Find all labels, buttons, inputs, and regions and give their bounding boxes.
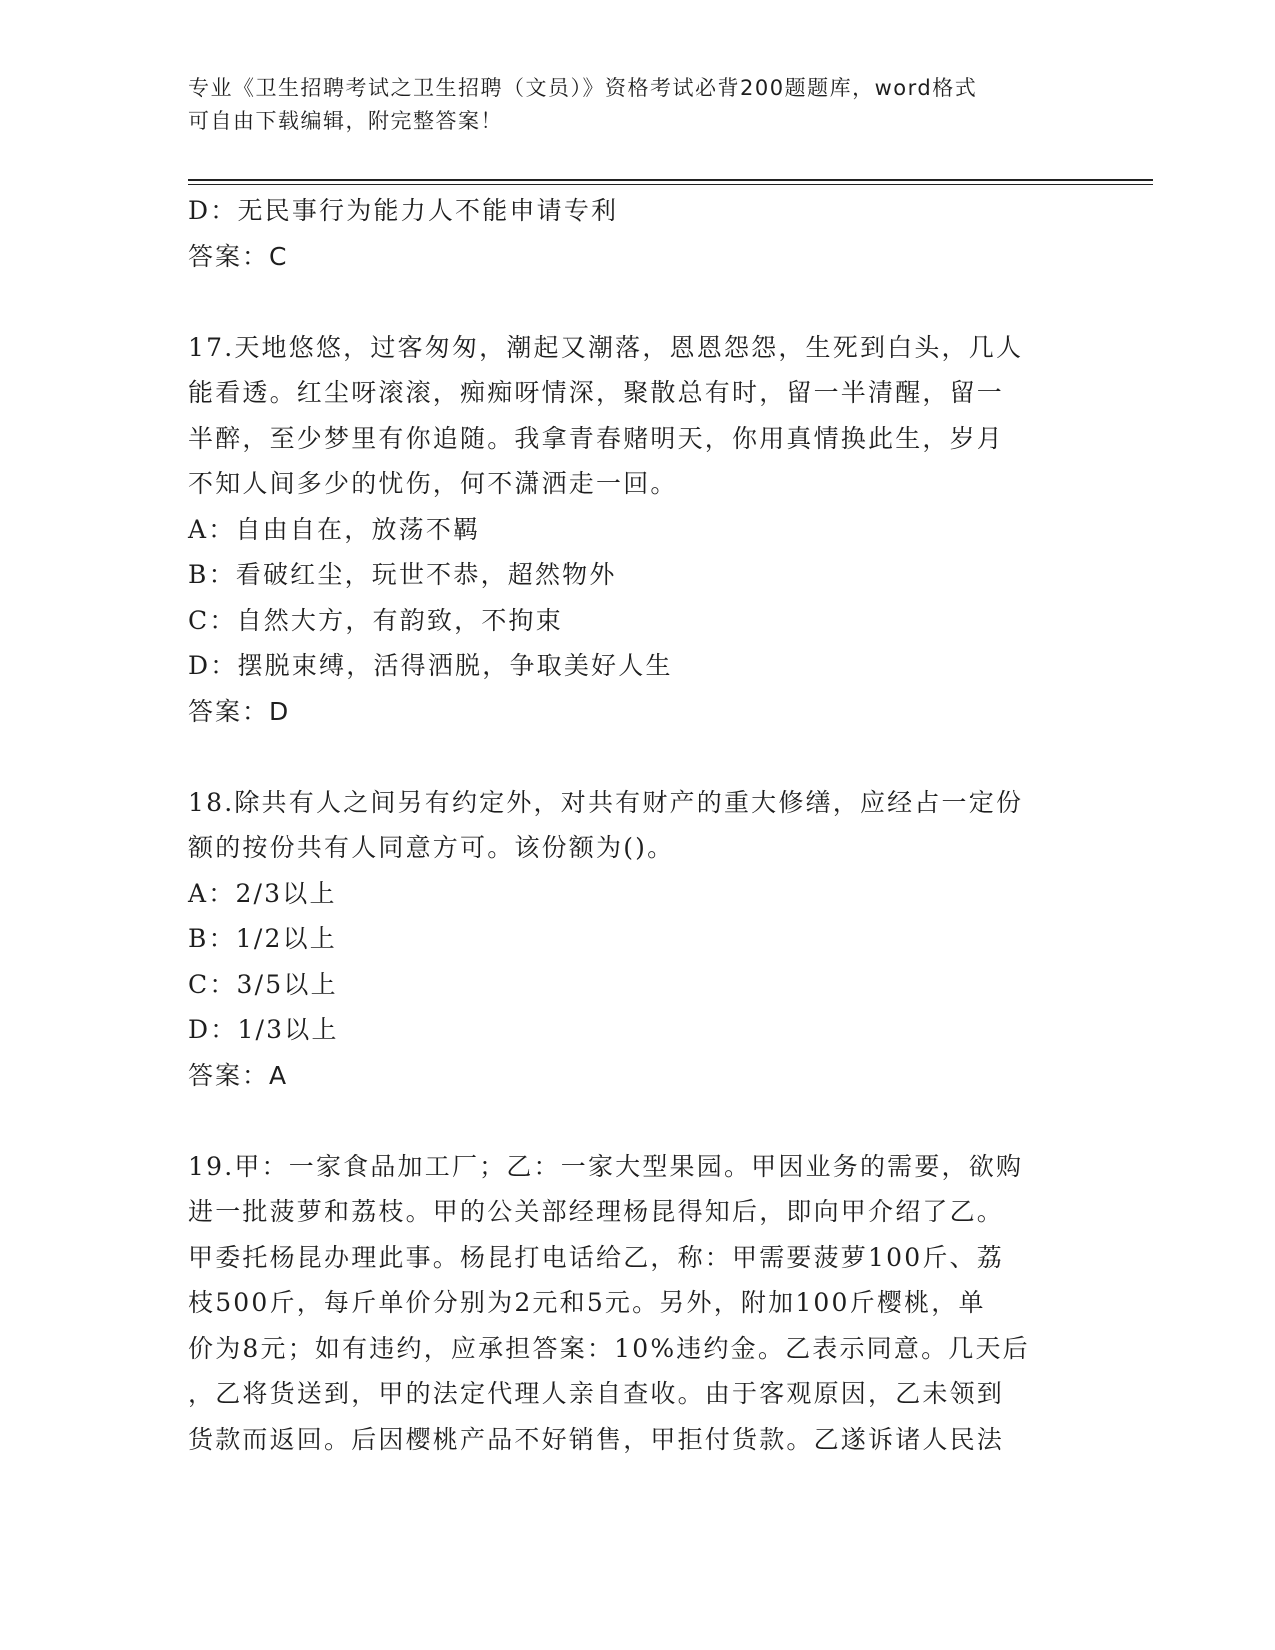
question-17-option-b: B：看破红尘，玩世不恭，超然物外 bbox=[188, 560, 617, 589]
question-17-line-1: 17.天地悠悠，过客匆匆，潮起又潮落，恩恩怨怨，生死到白头，几人 bbox=[188, 332, 1024, 362]
spacer bbox=[188, 279, 1088, 325]
question-18 bbox=[188, 780, 1088, 1099]
header-line-1: 专业《卫生招聘考试之卫生招聘（文员）》资格考试必背200题题库，word格式 bbox=[188, 76, 978, 100]
question-19-line-6: ，乙将货送到，甲的法定代理人亲自查收。由于客观原因，乙未领到 bbox=[188, 1379, 1005, 1408]
document-header bbox=[188, 72, 1078, 138]
question-17-answer: 答案：D bbox=[188, 696, 291, 726]
question-17-option-c: C：自然大方，有韵致，不拘束 bbox=[188, 605, 563, 635]
header-line-2: 可自由下载编辑，附完整答案！ bbox=[188, 109, 503, 133]
question-18-line-1: 18.除共有人之间另有约定外，对共有财产的重大修缮，应经占一定份 bbox=[188, 787, 1024, 817]
question-18-line-2: 额的按份共有人同意方可。该份额为()。 bbox=[188, 833, 675, 862]
prev-answer: 答案：C bbox=[188, 241, 289, 271]
question-17-option-a: A：自由自在，放荡不羁 bbox=[188, 514, 481, 544]
question-19-line-3: 甲委托杨昆办理此事。杨昆打电话给乙，称：甲需要菠萝100斤、荔 bbox=[188, 1242, 1004, 1272]
question-19-line-5: 价为8元；如有违约，应承担答案：10%违约金。乙表示同意。几天后 bbox=[188, 1333, 1030, 1363]
prev-option-d: D：无民事行为能力人不能申请专利 bbox=[188, 196, 619, 225]
question-19 bbox=[188, 1144, 1088, 1463]
question-17 bbox=[188, 325, 1088, 735]
document-body bbox=[188, 188, 1088, 1462]
question-17-line-3: 半醉，至少梦里有你追随。我拿青春赌明天，你用真情换此生，岁月 bbox=[188, 423, 1005, 453]
question-17-line-4: 不知人间多少的忧伤，何不潇洒走一回。 bbox=[188, 469, 678, 498]
question-19-line-7: 货款而返回。后因樱桃产品不好销售，甲拒付货款。乙遂诉诸人民法 bbox=[188, 1424, 1005, 1454]
question-19-line-2: 进一批菠萝和荔枝。甲的公关部经理杨昆得知后，即向甲介绍了乙。 bbox=[188, 1197, 1005, 1226]
question-18-option-c: C：3/5以上 bbox=[188, 969, 338, 999]
question-18-option-b: B：1/2以上 bbox=[188, 924, 338, 953]
header-rule-thin bbox=[188, 184, 1153, 185]
question-19-line-1: 19.甲：一家食品加工厂；乙：一家大型果园。甲因业务的需要，欲购 bbox=[188, 1151, 1024, 1181]
spacer bbox=[188, 734, 1088, 780]
question-18-option-d: D：1/3以上 bbox=[188, 1015, 339, 1044]
question-18-option-a: A：2/3以上 bbox=[188, 878, 337, 908]
spacer bbox=[188, 1098, 1088, 1144]
question-17-line-2: 能看透。红尘呀滚滚，痴痴呀情深，聚散总有时，留一半清醒，留一 bbox=[188, 378, 1005, 407]
question-19-line-4: 枝500斤，每斤单价分别为2元和5元。另外，附加100斤樱桃，单 bbox=[188, 1288, 986, 1317]
question-18-answer: 答案：A bbox=[188, 1060, 289, 1090]
question-17-option-d: D：摆脱束缚，活得洒脱，争取美好人生 bbox=[188, 651, 673, 680]
header-rule-thick bbox=[188, 179, 1153, 181]
